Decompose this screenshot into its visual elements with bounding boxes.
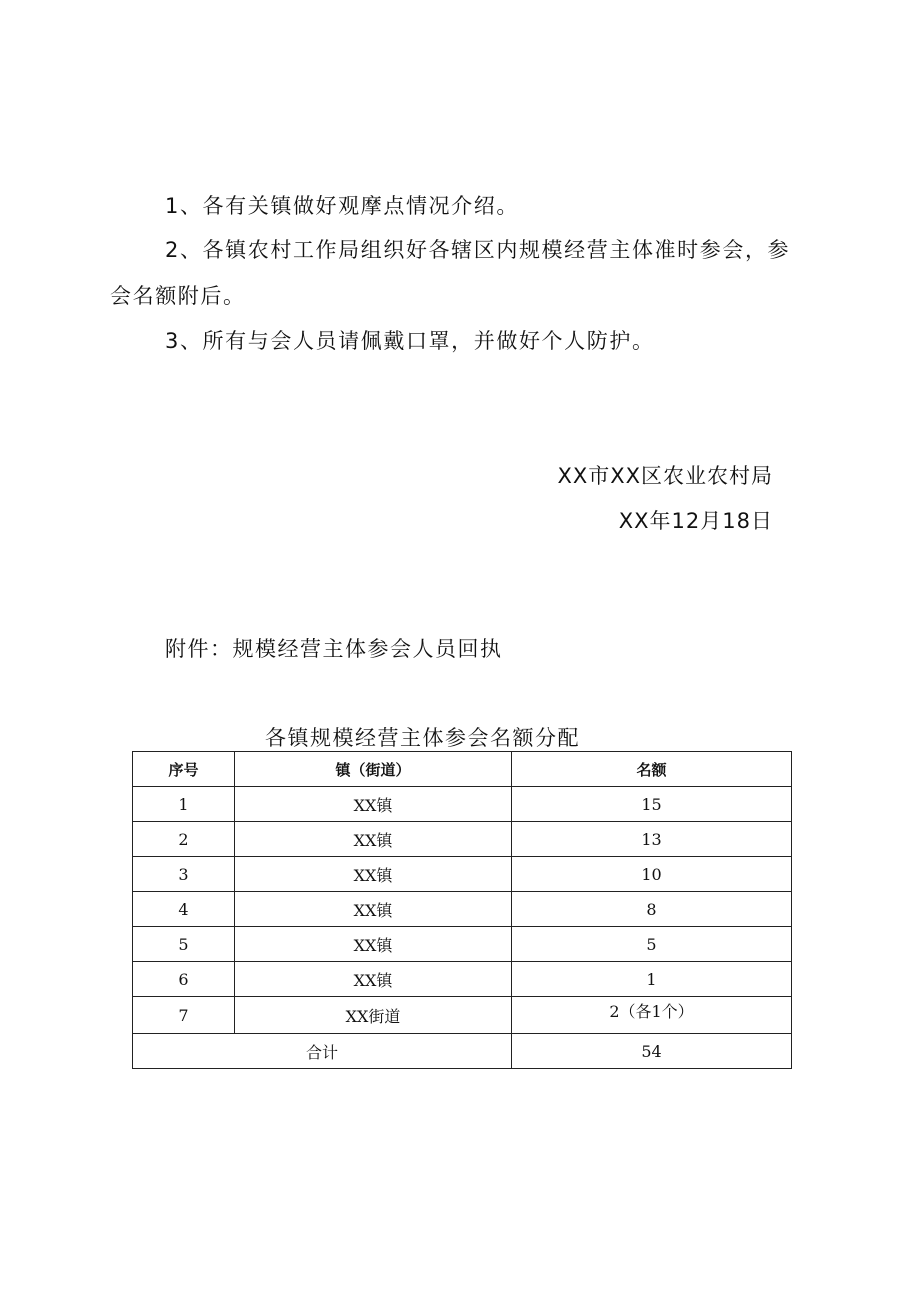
attachment-label: 附件：规模经营主体参会人员回执 xyxy=(165,637,503,661)
table-title: 各镇规模经营主体参会名额分配 xyxy=(265,726,580,750)
row-town: XX镇 xyxy=(235,787,512,822)
row-number: 6 xyxy=(133,962,235,997)
row-town: XX镇 xyxy=(235,927,512,962)
table-header-row xyxy=(133,752,792,787)
row-number: 7 xyxy=(133,997,235,1034)
quota-table xyxy=(132,751,792,1069)
row-number: 2 xyxy=(133,822,235,857)
table-total-row xyxy=(133,1034,792,1069)
header-number: 序号 xyxy=(133,752,235,787)
row-quota: 10 xyxy=(512,857,792,892)
table-row xyxy=(133,787,792,822)
table-row xyxy=(133,857,792,892)
row-quota: 2（各1个） xyxy=(512,997,792,1034)
row-town: XX镇 xyxy=(235,822,512,857)
row-quota: 15 xyxy=(512,787,792,822)
row-quota: 13 xyxy=(512,822,792,857)
row-number: 5 xyxy=(133,927,235,962)
row-number: 4 xyxy=(133,892,235,927)
row-quota: 5 xyxy=(512,927,792,962)
row-town: XX街道 xyxy=(235,997,512,1034)
row-quota: 8 xyxy=(512,892,792,927)
signature-date: XX年12月18日 xyxy=(618,509,773,533)
row-number: 1 xyxy=(133,787,235,822)
note-2-line-1: 2、各镇农村工作局组织好各辖区内规模经营主体准时参会，参 xyxy=(165,238,791,262)
row-quota: 1 xyxy=(512,962,792,997)
note-2-line-2: 会名额附后。 xyxy=(110,284,246,308)
note-3: 3、所有与会人员请佩戴口罩，并做好个人防护。 xyxy=(165,329,655,353)
row-town: XX镇 xyxy=(235,857,512,892)
row-town: XX镇 xyxy=(235,892,512,927)
total-value: 54 xyxy=(512,1034,792,1069)
signature-organization: XX市XX区农业农村局 xyxy=(557,464,773,488)
row-number: 3 xyxy=(133,857,235,892)
header-town: 镇（街道） xyxy=(235,752,512,787)
header-quota: 名额 xyxy=(512,752,792,787)
row-town: XX镇 xyxy=(235,962,512,997)
table-row xyxy=(133,892,792,927)
table-row xyxy=(133,962,792,997)
table-row xyxy=(133,927,792,962)
note-1: 1、各有关镇做好观摩点情况介绍。 xyxy=(165,194,519,218)
table-row xyxy=(133,997,792,1034)
table-row xyxy=(133,822,792,857)
total-label: 合计 xyxy=(133,1034,512,1069)
